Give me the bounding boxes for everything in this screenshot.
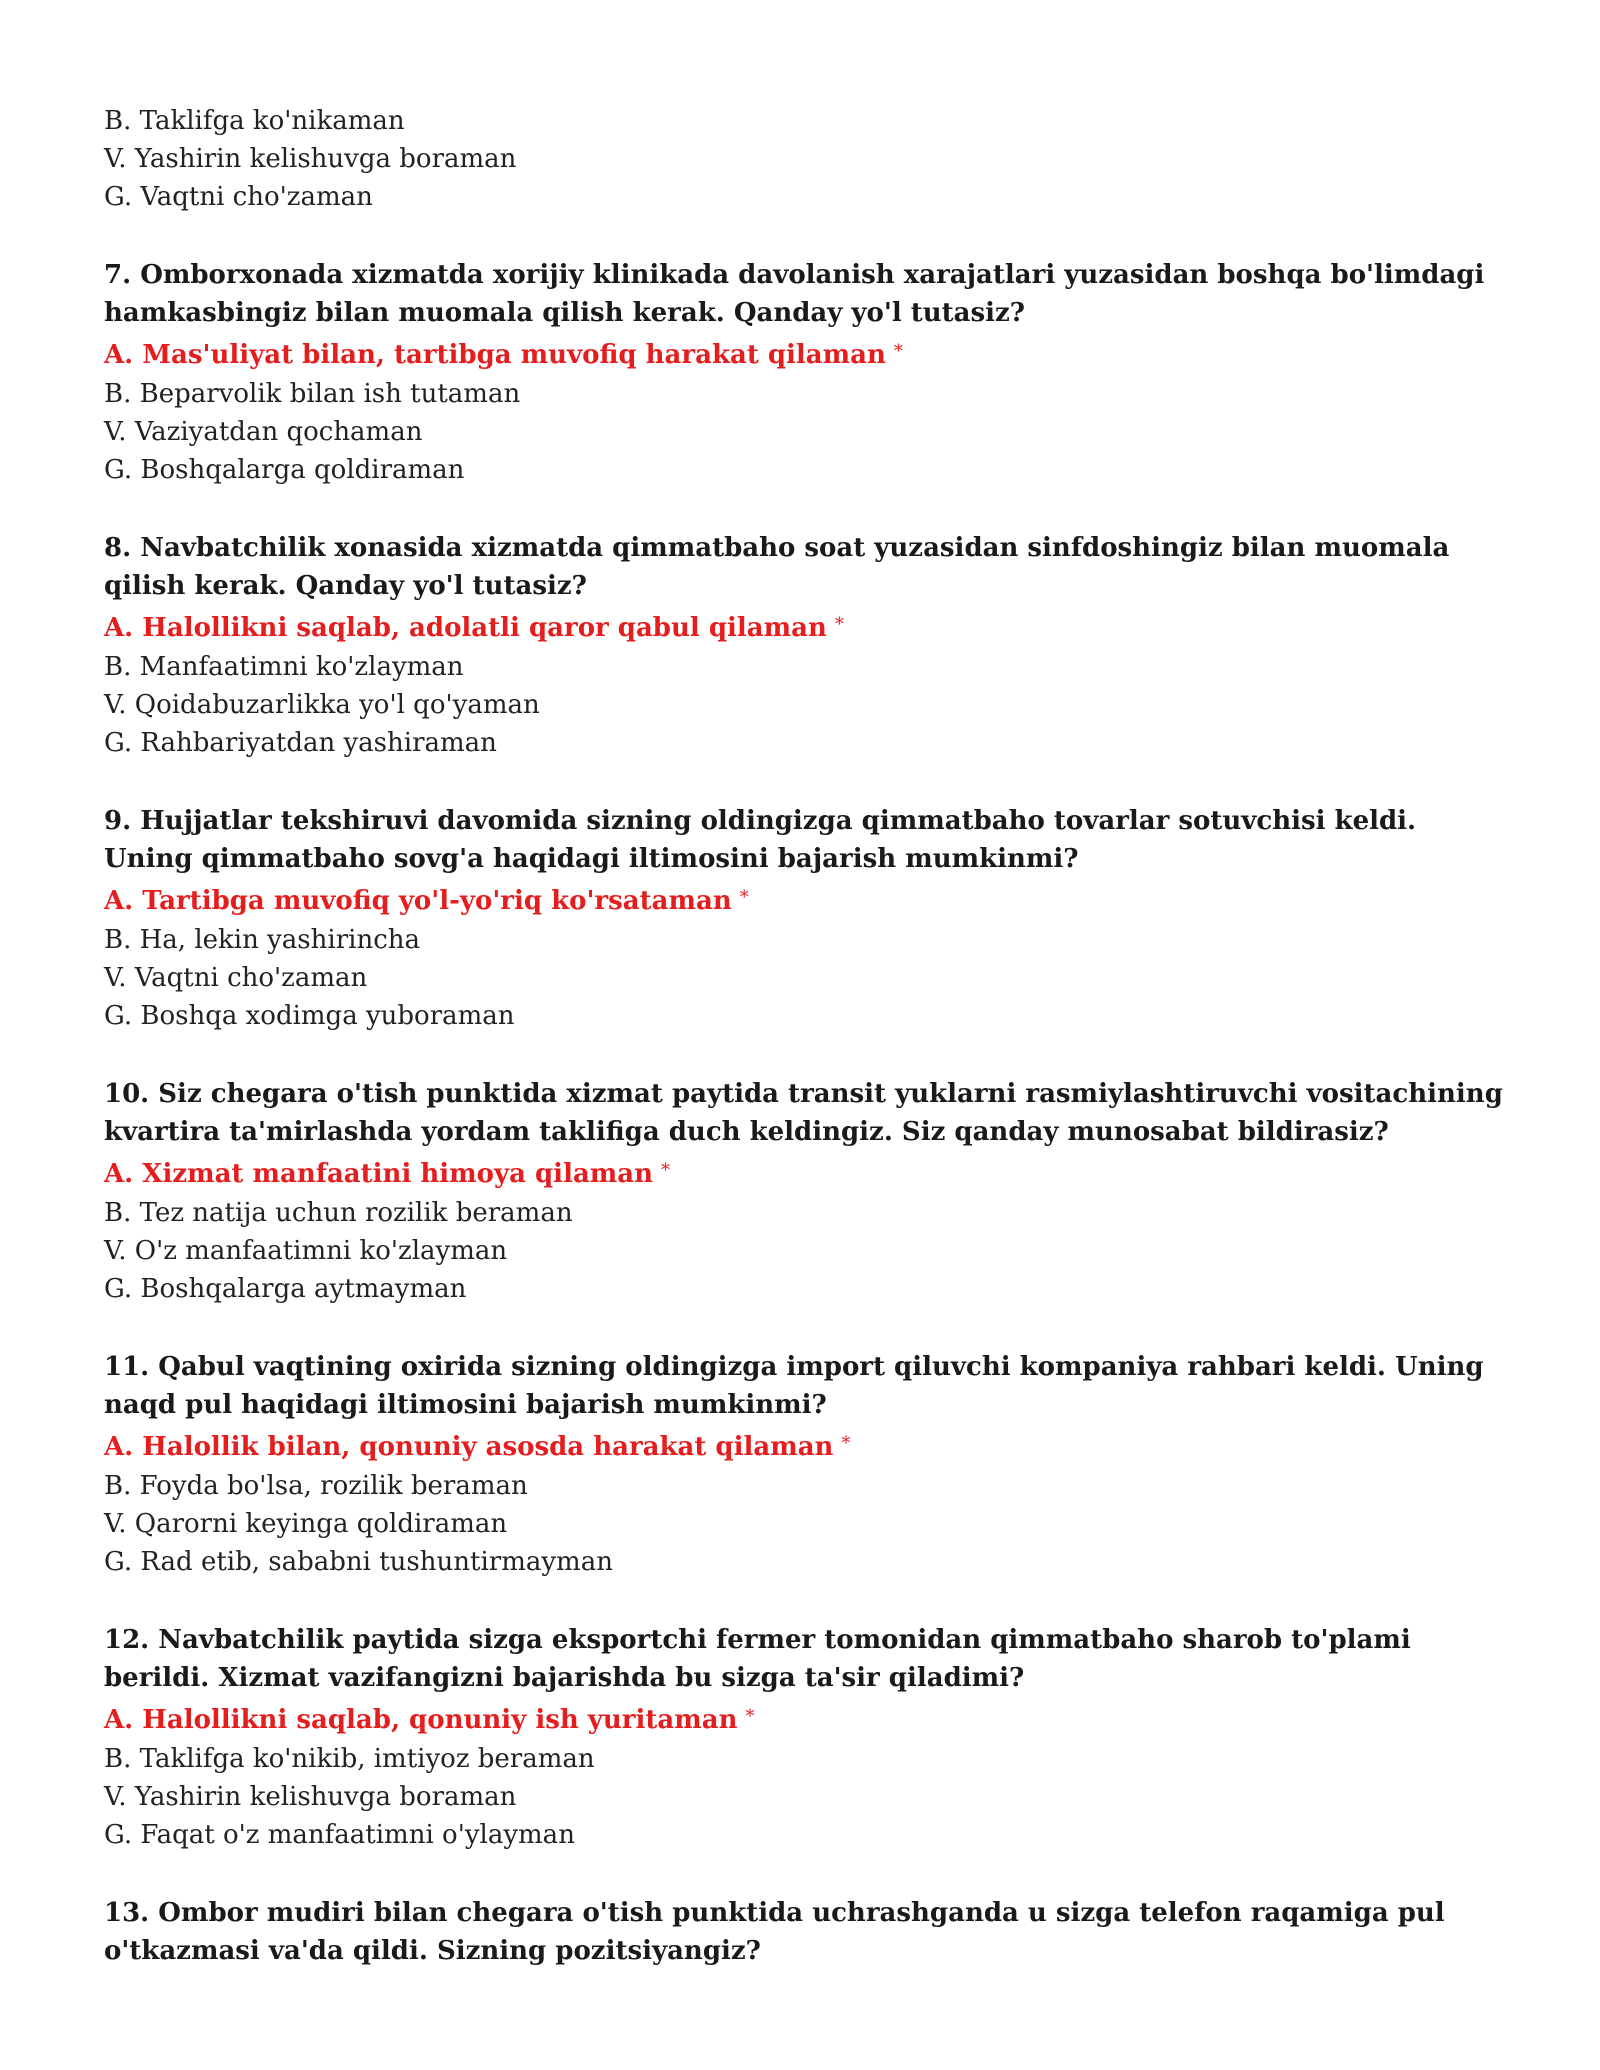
document-page [104, 102, 1504, 1970]
option-b: B. Beparvolik bilan ish tutaman [104, 379, 521, 409]
option-g: G. Boshqalarga aytmayman [104, 1274, 467, 1304]
option-v: V. O'z manfaatimni ko'zlayman [104, 1236, 508, 1266]
question-block-9 [104, 802, 1504, 1035]
question-text: 9. Hujjatlar tekshiruvi davomida sizning oldingizga qimmatbaho tovarlar sotuvchisi keldi. Uning qimmatbaho sovg'a haqidagi iltimosini bajarish mumkinmi? [104, 806, 1417, 874]
option-v: V. Qarorni keyinga qoldiraman [104, 1509, 508, 1539]
option-g: G. Boshqa xodimga yuboraman [104, 1001, 515, 1031]
correct-answer: A. Xizmat manfaatini himoya qilaman * [104, 1159, 671, 1189]
correct-marker: * [834, 614, 844, 635]
question-block-11 [104, 1348, 1504, 1581]
option-b: B. Tez natija uchun rozilik beraman [104, 1198, 573, 1228]
option-v: V. Vaziyatdan qochaman [104, 417, 423, 447]
option-b: B. Ha, lekin yashirincha [104, 925, 421, 955]
question-block-10 [104, 1075, 1504, 1308]
continued-options [104, 102, 1504, 216]
option-g: G. Vaqtni cho'zaman [104, 182, 373, 212]
question-text: 7. Omborxonada xizmatda xorijiy klinikada davolanish xarajatlari yuzasidan boshqa bo'limdagi hamkasbingiz bilan muomala qilish kerak. Qanday yo'l tutasiz? [104, 260, 1485, 328]
option-g: G. Rad etib, sababni tushuntirmayman [104, 1547, 613, 1577]
question-text: 11. Qabul vaqtining oxirida sizning oldingizga import qiluvchi kompaniya rahbari keldi. Uning naqd pul haqidagi iltimosini bajarish mumkinmi? [104, 1352, 1484, 1420]
correct-marker: * [893, 341, 903, 362]
option-b: B. Manfaatimni ko'zlayman [104, 652, 464, 682]
correct-answer: A. Halollikni saqlab, qonuniy ish yuritaman * [104, 1705, 755, 1735]
option-b: B. Taklifga ko'nikib, imtiyoz beraman [104, 1744, 595, 1774]
question-block-13 [104, 1894, 1504, 1970]
question-block-7 [104, 256, 1504, 489]
option-g: G. Rahbariyatdan yashiraman [104, 728, 497, 758]
question-text: 12. Navbatchilik paytida sizga eksportchi fermer tomonidan qimmatbaho sharob to'plami berildi. Xizmat vazifangizni bajarishda bu sizga ta'sir qiladimi? [104, 1625, 1411, 1693]
option-v: V. Vaqtni cho'zaman [104, 963, 368, 993]
correct-answer: A. Halollik bilan, qonuniy asosda harakat qilaman * [104, 1432, 851, 1462]
question-text: 10. Siz chegara o'tish punktida xizmat paytida transit yuklarni rasmiylashtiruvchi vositachining kvartira ta'mirlashda yordam taklifiga duch keldingiz. Siz qanday munosabat bildirasiz? [104, 1079, 1503, 1147]
correct-marker: * [841, 1433, 851, 1454]
option-g: G. Faqat o'z manfaatimni o'ylayman [104, 1820, 575, 1850]
option-v: V. Qoidabuzarlikka yo'l qo'yaman [104, 690, 540, 720]
option-v: V. Yashirin kelishuvga boraman [104, 144, 517, 174]
option-b: B. Taklifga ko'nikaman [104, 106, 405, 136]
question-text: 8. Navbatchilik xonasida xizmatda qimmatbaho soat yuzasidan sinfdoshingiz bilan muomala qilish kerak. Qanday yo'l tutasiz? [104, 533, 1450, 601]
correct-marker: * [745, 1706, 755, 1727]
option-b: B. Foyda bo'lsa, rozilik beraman [104, 1471, 528, 1501]
correct-answer: A. Halollikni saqlab, adolatli qaror qabul qilaman * [104, 613, 844, 643]
correct-marker: * [739, 887, 749, 908]
question-block-12 [104, 1621, 1504, 1854]
question-text: 13. Ombor mudiri bilan chegara o'tish punktida uchrashganda u sizga telefon raqamiga pul o'tkazmasi va'da qildi. Sizning pozitsiyangiz? [104, 1898, 1445, 1966]
option-v: V. Yashirin kelishuvga boraman [104, 1782, 517, 1812]
question-block-8 [104, 529, 1504, 762]
correct-answer: A. Tartibga muvofiq yo'l-yo'riq ko'rsataman * [104, 886, 749, 916]
correct-answer: A. Mas'uliyat bilan, tartibga muvofiq harakat qilaman * [104, 340, 903, 370]
correct-marker: * [661, 1160, 671, 1181]
option-g: G. Boshqalarga qoldiraman [104, 455, 465, 485]
